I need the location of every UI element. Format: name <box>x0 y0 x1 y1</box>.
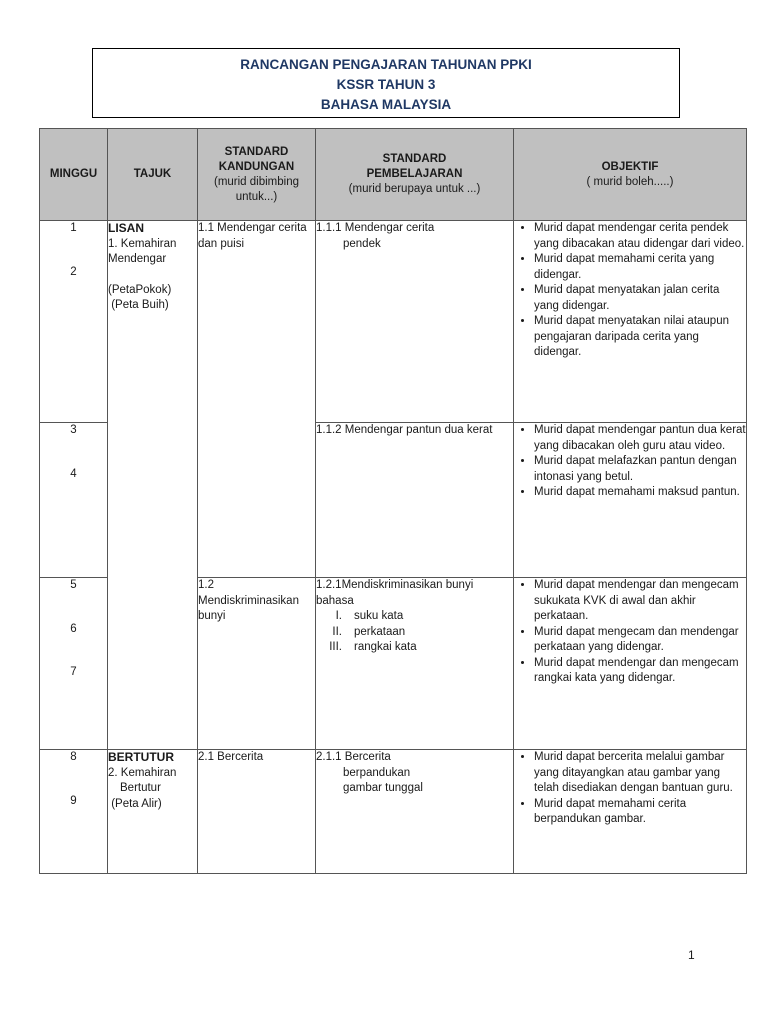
page-number: 1 <box>688 948 695 962</box>
list-item: • Murid dapat mendengar dan mengecam rangkai kata yang didengar. <box>534 656 746 687</box>
header-objektif-sub: ( murid boleh.....) <box>586 175 674 188</box>
title-line-1: RANCANGAN PENGAJARAN TAHUNAN PPKI <box>240 57 532 72</box>
tajuk-title: BERTUTUR <box>108 750 174 764</box>
objektif-cell <box>514 578 747 750</box>
minggu-cell: 8 9 <box>40 750 108 874</box>
minggu-cell: 5 6 7 <box>40 578 108 750</box>
objektif-cell <box>514 423 747 578</box>
pembelajaran-cell: 1.1.1 Mendengar cerita pendek <box>316 221 514 423</box>
list-item: • Murid dapat memahami maksud pantun. <box>534 485 746 501</box>
kandungan-cell: 1.2 Mendiskriminasikan bunyi <box>198 578 316 750</box>
pembelajaran-cell: 2.1.1 Bercerita berpandukan gambar tunggal <box>316 750 514 874</box>
header-kandungan-sub: (murid dibimbing untuk...) <box>213 175 299 203</box>
list-item: • Murid dapat melafazkan pantun dengan intonasi yang betul. <box>534 454 746 485</box>
minggu-cell: 3 4 <box>40 423 108 578</box>
pembelajaran-cell: 1.1.2 Mendengar pantun dua kerat <box>316 423 514 578</box>
header-kandungan: STANDARD KANDUNGAN (murid dibimbing untuk...) <box>198 129 316 221</box>
document-title-box <box>92 48 680 118</box>
list-item: • Murid dapat mendengar pantun dua kerat yang dibacakan oleh guru atau video. <box>534 423 746 454</box>
list-item: • Murid dapat memahami cerita yang didengar. <box>534 252 746 283</box>
list-item: • Murid dapat bercerita melalui gambar yang ditayangkan atau gambar yang telah disediakan dengan bantuan guru. <box>534 750 746 797</box>
list-item: • Murid dapat mendengar cerita pendek yang dibacakan atau didengar dari video. <box>534 221 746 252</box>
list-item: • Murid dapat menyatakan nilai ataupun pengajaran daripada cerita yang didengar. <box>534 314 746 361</box>
minggu-cell: 1 2 <box>40 221 108 423</box>
tajuk-cell-bertutur: BERTUTUR 2. Kemahiran Bertutur (Peta Alir) <box>108 750 198 874</box>
list-item: III. rangkai kata <box>329 641 417 653</box>
table-row <box>40 750 747 874</box>
header-objektif: OBJEKTIF ( murid boleh.....) <box>514 129 747 221</box>
tajuk-title: LISAN <box>108 221 144 235</box>
list-item: • Murid dapat memahami cerita berpandukan gambar. <box>534 797 746 828</box>
objektif-cell <box>514 750 747 874</box>
table-row <box>40 221 747 423</box>
list-item: • Murid dapat menyatakan jalan cerita yang didengar. <box>534 283 746 314</box>
list-item: II. perkataan <box>332 625 406 638</box>
sub-item-list <box>316 609 513 656</box>
pembelajaran-cell: 1.2.1Mendiskriminasikan bunyi bahasa I. suku kata II. perkataan III. rangkai kata <box>316 578 514 750</box>
header-tajuk: TAJUK <box>108 129 198 221</box>
header-pembelajaran: STANDARD PEMBELAJARAN (murid berupaya untuk ...) <box>316 129 514 221</box>
kandungan-cell: 2.1 Bercerita <box>198 750 316 874</box>
table-header-row <box>40 129 747 221</box>
list-item: I. suku kata <box>335 610 404 622</box>
header-pembelajaran-sub: (murid berupaya untuk ...) <box>348 183 481 195</box>
kandungan-cell: 1.1 Mendengar cerita dan puisi <box>198 221 316 578</box>
list-item: • Murid dapat mendengar dan mengecam sukukata KVK di awal dan akhir perkataan. <box>534 578 746 625</box>
list-item: • Murid dapat mengecam dan mendengar perkataan yang didengar. <box>534 625 746 656</box>
objektif-cell <box>514 221 747 423</box>
lesson-plan-table <box>39 128 747 874</box>
title-line-2: KSSR TAHUN 3 <box>336 77 436 92</box>
header-minggu: MINGGU <box>40 129 108 221</box>
title-line-3: BAHASA MALAYSIA <box>320 97 452 112</box>
tajuk-cell-lisan: LISAN 1. Kemahiran Mendengar (PetaPokok) (Peta Buih) <box>108 221 198 750</box>
